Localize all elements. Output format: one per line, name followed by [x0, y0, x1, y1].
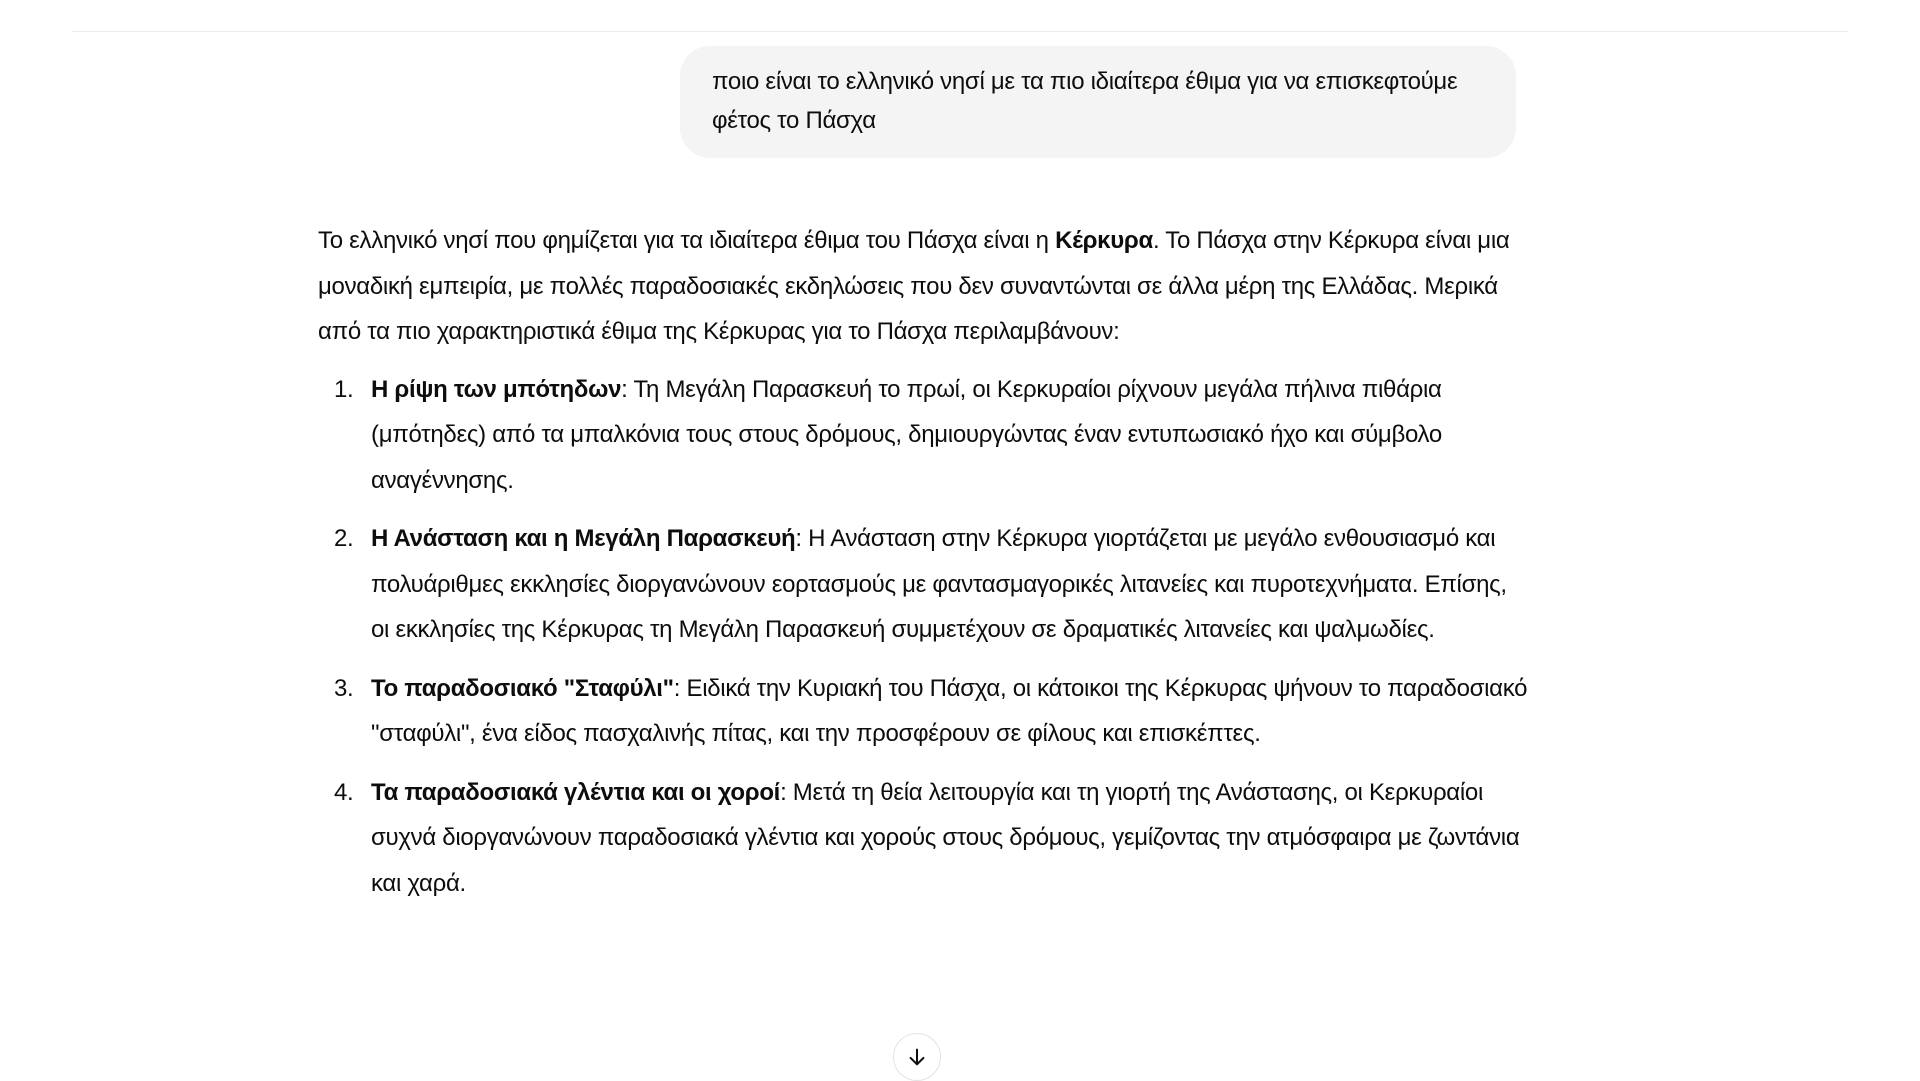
list-item-title: Το παραδοσιακό "Σταφύλι": [371, 674, 674, 702]
scroll-to-bottom-button[interactable]: [893, 1033, 941, 1081]
list-item-title: Η Ανάσταση και η Μεγάλη Παρασκευή: [371, 525, 796, 552]
list-number: 2.: [334, 525, 354, 552]
list-item-text: : Τη Μεγάλη Παρασκευή το πρωί, οι Κερκυραίοι ρίχνουν μεγάλα πήλινα πιθάρια (μπότηδες) από τα μπαλκόνια τους στους δρόμους, δημιουργώντας έναν εντυπωσιακό ήχο και σύμβολο αναγέννησης.: [371, 375, 1442, 494]
user-message-bubble: [680, 46, 1516, 158]
list-number: 1.: [334, 375, 354, 403]
list-item: [318, 516, 1528, 653]
list-item: [318, 666, 1528, 757]
list-item-title: Τα παραδοσιακά γλέντια και οι χοροί: [371, 778, 781, 806]
intro-text-end: . Το Πάσχα στην Κέρκυρα είναι μια μοναδική εμπειρία, με πολλές παραδοσιακές εκδηλώσεις που δεν συναντώνται σε άλλα μέρη της Ελλάδας. Μερικά από τα πιο χαρακτηριστικά έθιμα της Κέρκυρας για το Πάσχα περιλαμβάνουν:: [318, 227, 1510, 345]
list-number: 4.: [334, 778, 354, 806]
intro-bold: Κέρκυρα: [1055, 227, 1153, 254]
arrow-down-icon: [906, 1046, 928, 1068]
list-number: 3.: [334, 674, 354, 702]
list-item-text: : Η Ανάσταση στην Κέρκυρα γιορτάζεται με μεγάλο ενθουσιασμό και πολυάριθμες εκκλησίες διοργανώνουν εορτασμούς με φαντασμαγορικές λιτανείες και πυροτεχνήματα. Επίσης, οι εκκλησίες της Κέρκυρας τη Μεγάλη Παρασκευή συμμετέχουν σε δραματικές λιτανείες και ψαλμωδίες.: [371, 525, 1507, 643]
list-item-title: Η ρίψη των μπότηδων: [371, 375, 622, 403]
list-item-text: : Ειδικά την Κυριακή του Πάσχα, οι κάτοικοι της Κέρκυρας ψήνουν το παραδοσιακό "σταφύλι", ένα είδος πασχαλινής πίτας, και την προσφέρουν σε φίλους και επισκέπτες.: [371, 674, 1528, 747]
list-item: [318, 367, 1528, 504]
list-item-text: : Μετά τη θεία λειτουργία και τη γιορτή της Ανάστασης, οι Κερκυραίοι συχνά διοργανώνουν παραδοσιακά γλέντια και χορούς στους δρόμους, γεμίζοντας την ατμόσφαιρα με ζωντάνια και χαρά.: [371, 778, 1520, 897]
customs-list: [318, 367, 1528, 907]
header-divider: [72, 31, 1848, 32]
response-intro: [318, 218, 1528, 355]
intro-text: Το ελληνικό νησί που φημίζεται για τα ιδιαίτερα έθιμα του Πάσχα είναι η: [318, 227, 1056, 254]
assistant-response: [318, 218, 1528, 919]
list-item: [318, 770, 1528, 907]
user-message-text: ποιο είναι το ελληνικό νησί με τα πιο ιδιαίτερα έθιμα για να επισκεφτούμε φέτος το Πάσχα: [712, 68, 1458, 134]
